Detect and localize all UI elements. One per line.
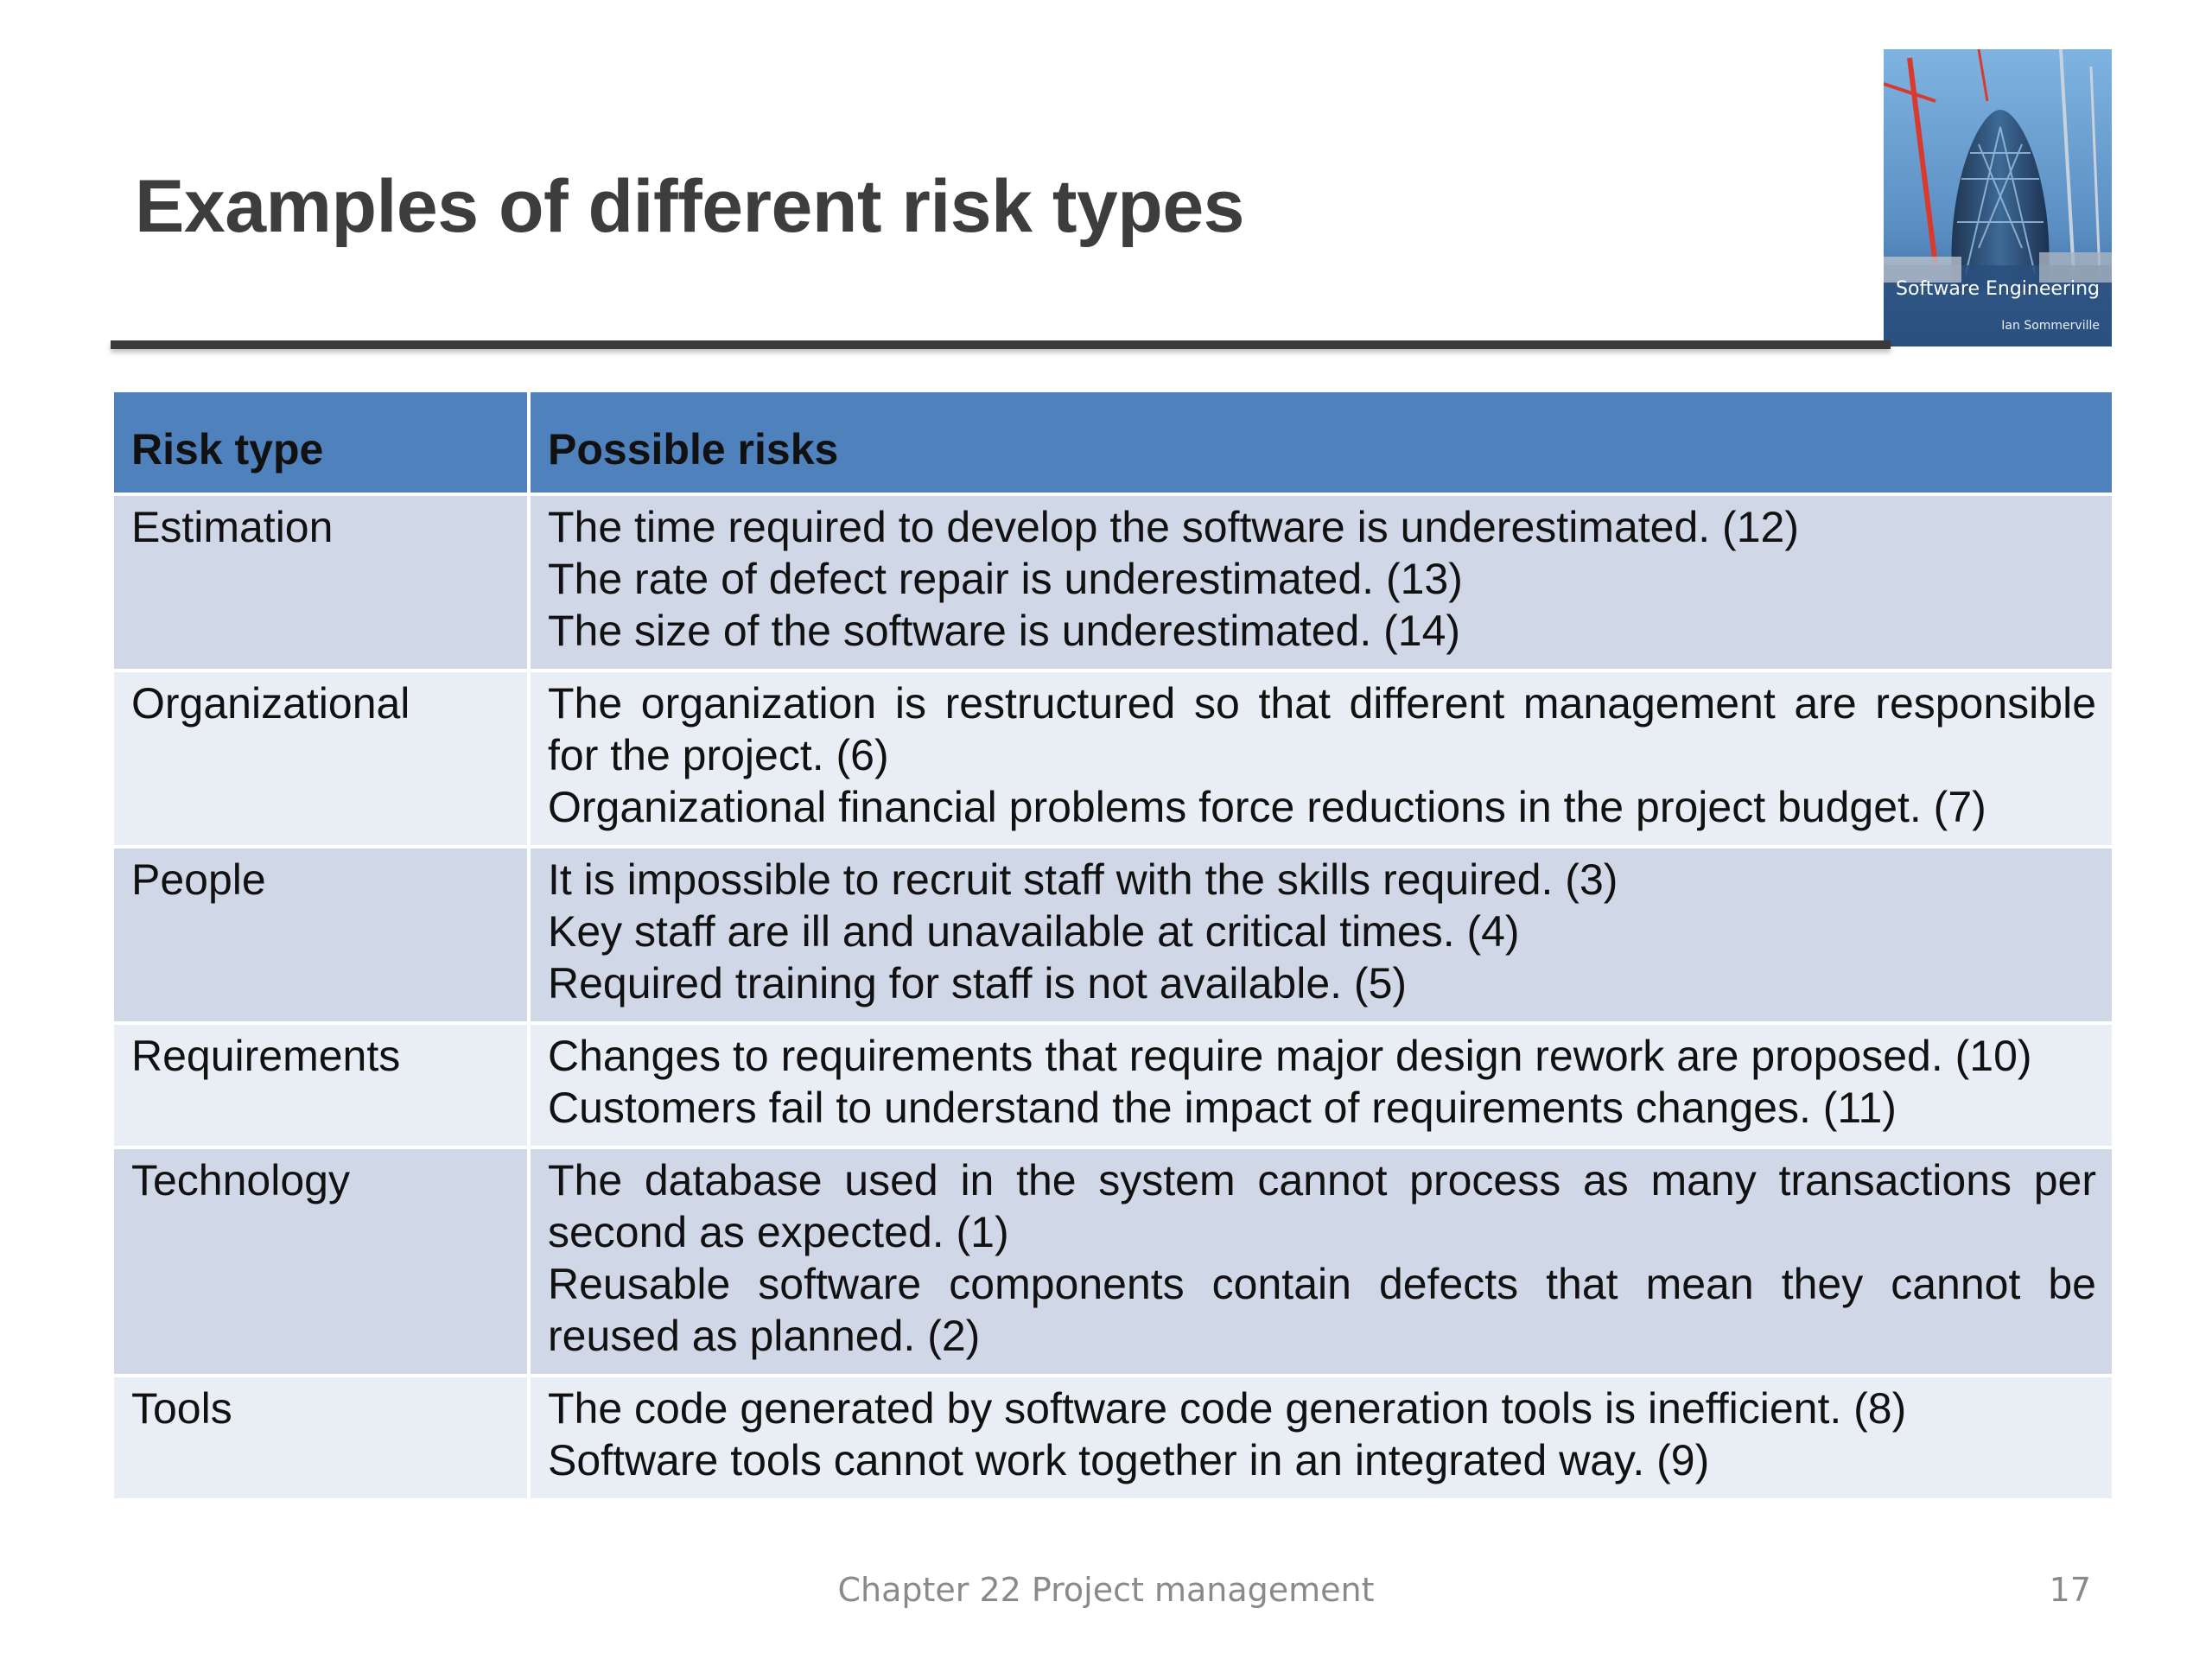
risk-item: Software tools cannot work together in an integrated way. (9) <box>548 1436 1710 1484</box>
slide-title: Examples of different risk types <box>135 165 1244 248</box>
possible-risks-cell <box>529 671 2113 847</box>
header-possible-risks: Possible risks <box>529 391 2113 494</box>
risk-type-cell: People <box>112 847 529 1023</box>
risk-item: Changes to requirements that require major design rework are proposed. (10) <box>548 1032 2032 1080</box>
risk-item: Organizational financial problems force reductions in the project budget. (7) <box>548 783 1986 831</box>
table-row <box>112 494 2113 671</box>
possible-risks-cell <box>529 1023 2113 1147</box>
table-row <box>112 1376 2113 1500</box>
table-header-row <box>112 391 2113 494</box>
book-cover-image <box>1884 49 2112 346</box>
table-row <box>112 1147 2113 1376</box>
possible-risks-cell <box>529 494 2113 671</box>
risk-types-table <box>111 389 2115 1502</box>
table-row <box>112 847 2113 1023</box>
possible-risks-cell <box>529 1147 2113 1376</box>
risk-item: The time required to develop the software is underestimated. (12) <box>548 503 1799 551</box>
risk-item: Required training for staff is not available. (5) <box>548 959 1408 1007</box>
risk-item: Customers fail to understand the impact of requirements changes. (11) <box>548 1084 1897 1132</box>
cover-author: Ian Sommerville <box>2001 319 2100 333</box>
risk-type-cell: Estimation <box>112 494 529 671</box>
risk-item: The size of the software is underestimated. (14) <box>548 607 1461 655</box>
risk-item: The organization is restructured so that different management are responsible for the project. (6) <box>548 679 2096 779</box>
page-number: 17 <box>2049 1571 2091 1609</box>
risk-type-cell: Tools <box>112 1376 529 1500</box>
possible-risks-cell <box>529 1376 2113 1500</box>
risk-type-cell: Technology <box>112 1147 529 1376</box>
risk-type-cell: Requirements <box>112 1023 529 1147</box>
risk-type-cell: Organizational <box>112 671 529 847</box>
slide-footer: Chapter 22 Project management <box>837 1571 1375 1609</box>
possible-risks-cell <box>529 847 2113 1023</box>
risk-item: It is impossible to recruit staff with the skills required. (3) <box>548 855 1618 904</box>
table-row <box>112 1023 2113 1147</box>
risk-item: Key staff are ill and unavailable at critical times. (4) <box>548 907 1520 956</box>
risk-item: The database used in the system cannot process as many transactions per second as expected. (1) <box>548 1156 2096 1256</box>
cover-title: Software Engineering <box>1896 278 2100 300</box>
title-divider <box>111 340 1891 349</box>
risk-item: Reusable software components contain defects that mean they cannot be reused as planned. (2) <box>548 1260 2096 1360</box>
header-risk-type: Risk type <box>112 391 529 494</box>
building-illustration <box>1884 49 2112 346</box>
table-row <box>112 671 2113 847</box>
risk-item: The rate of defect repair is underestimated. (13) <box>548 555 1463 603</box>
risk-item: The code generated by software code generation tools is inefficient. (8) <box>548 1384 1907 1433</box>
